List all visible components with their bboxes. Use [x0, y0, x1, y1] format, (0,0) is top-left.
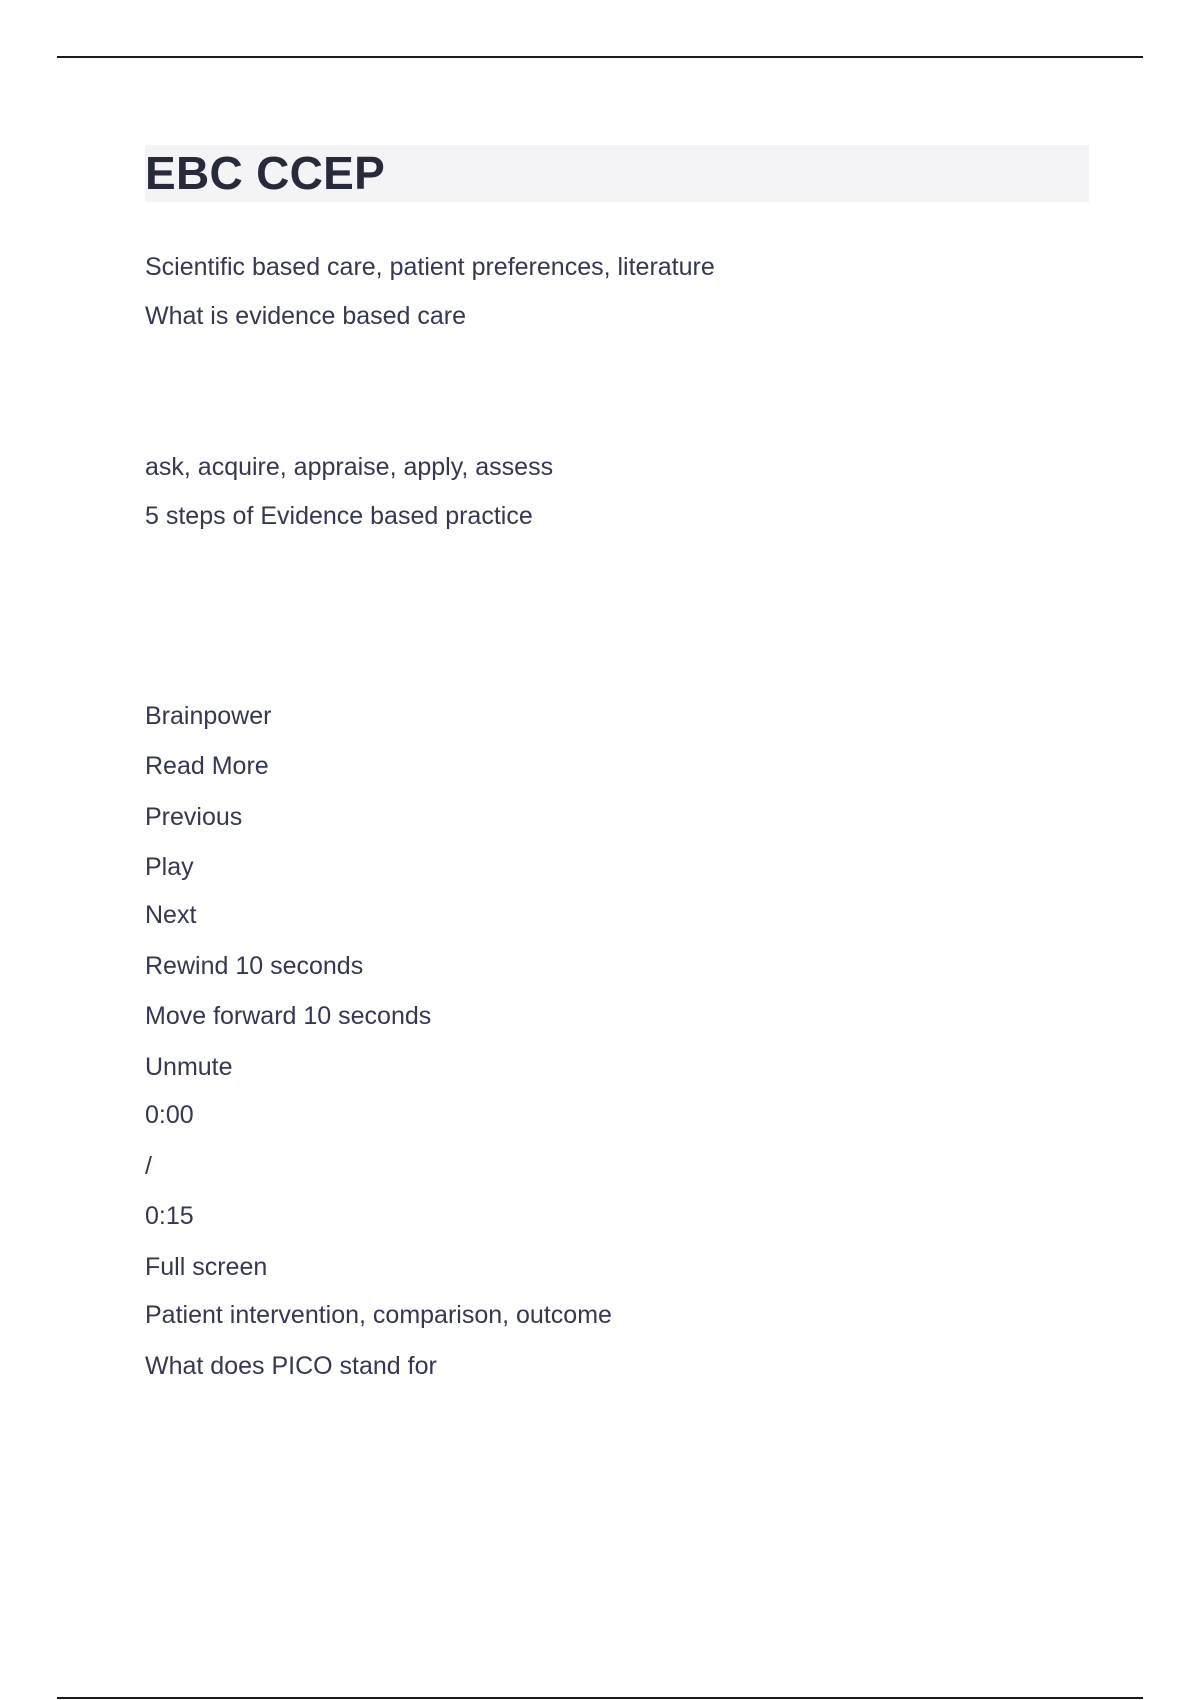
player-brand: Brainpower: [145, 702, 272, 730]
play-button[interactable]: Play: [145, 853, 194, 881]
card-question: What is evidence based care: [145, 302, 467, 330]
card-question: 5 steps of Evidence based practice: [145, 502, 533, 530]
time-separator: /: [145, 1152, 152, 1180]
footer-rule: [57, 1697, 1143, 1699]
rewind-button[interactable]: Rewind 10 seconds: [145, 952, 364, 980]
current-time: 0:00: [145, 1101, 194, 1129]
previous-button[interactable]: Previous: [145, 803, 243, 831]
fullscreen-button[interactable]: Full screen: [145, 1253, 268, 1281]
header-rule: [57, 56, 1143, 58]
forward-button[interactable]: Move forward 10 seconds: [145, 1002, 432, 1030]
read-more-link[interactable]: Read More: [145, 752, 269, 780]
card-answer: Patient intervention, comparison, outcome: [145, 1301, 612, 1329]
card-answer: Scientific based care, patient preferences, literature: [145, 253, 715, 281]
duration: 0:15: [145, 1202, 194, 1230]
card-answer: ask, acquire, appraise, apply, assess: [145, 453, 554, 481]
card-question: What does PICO stand for: [145, 1352, 437, 1380]
unmute-button[interactable]: Unmute: [145, 1053, 233, 1081]
next-button[interactable]: Next: [145, 901, 197, 929]
page-title: EBC CCEP: [145, 147, 386, 199]
